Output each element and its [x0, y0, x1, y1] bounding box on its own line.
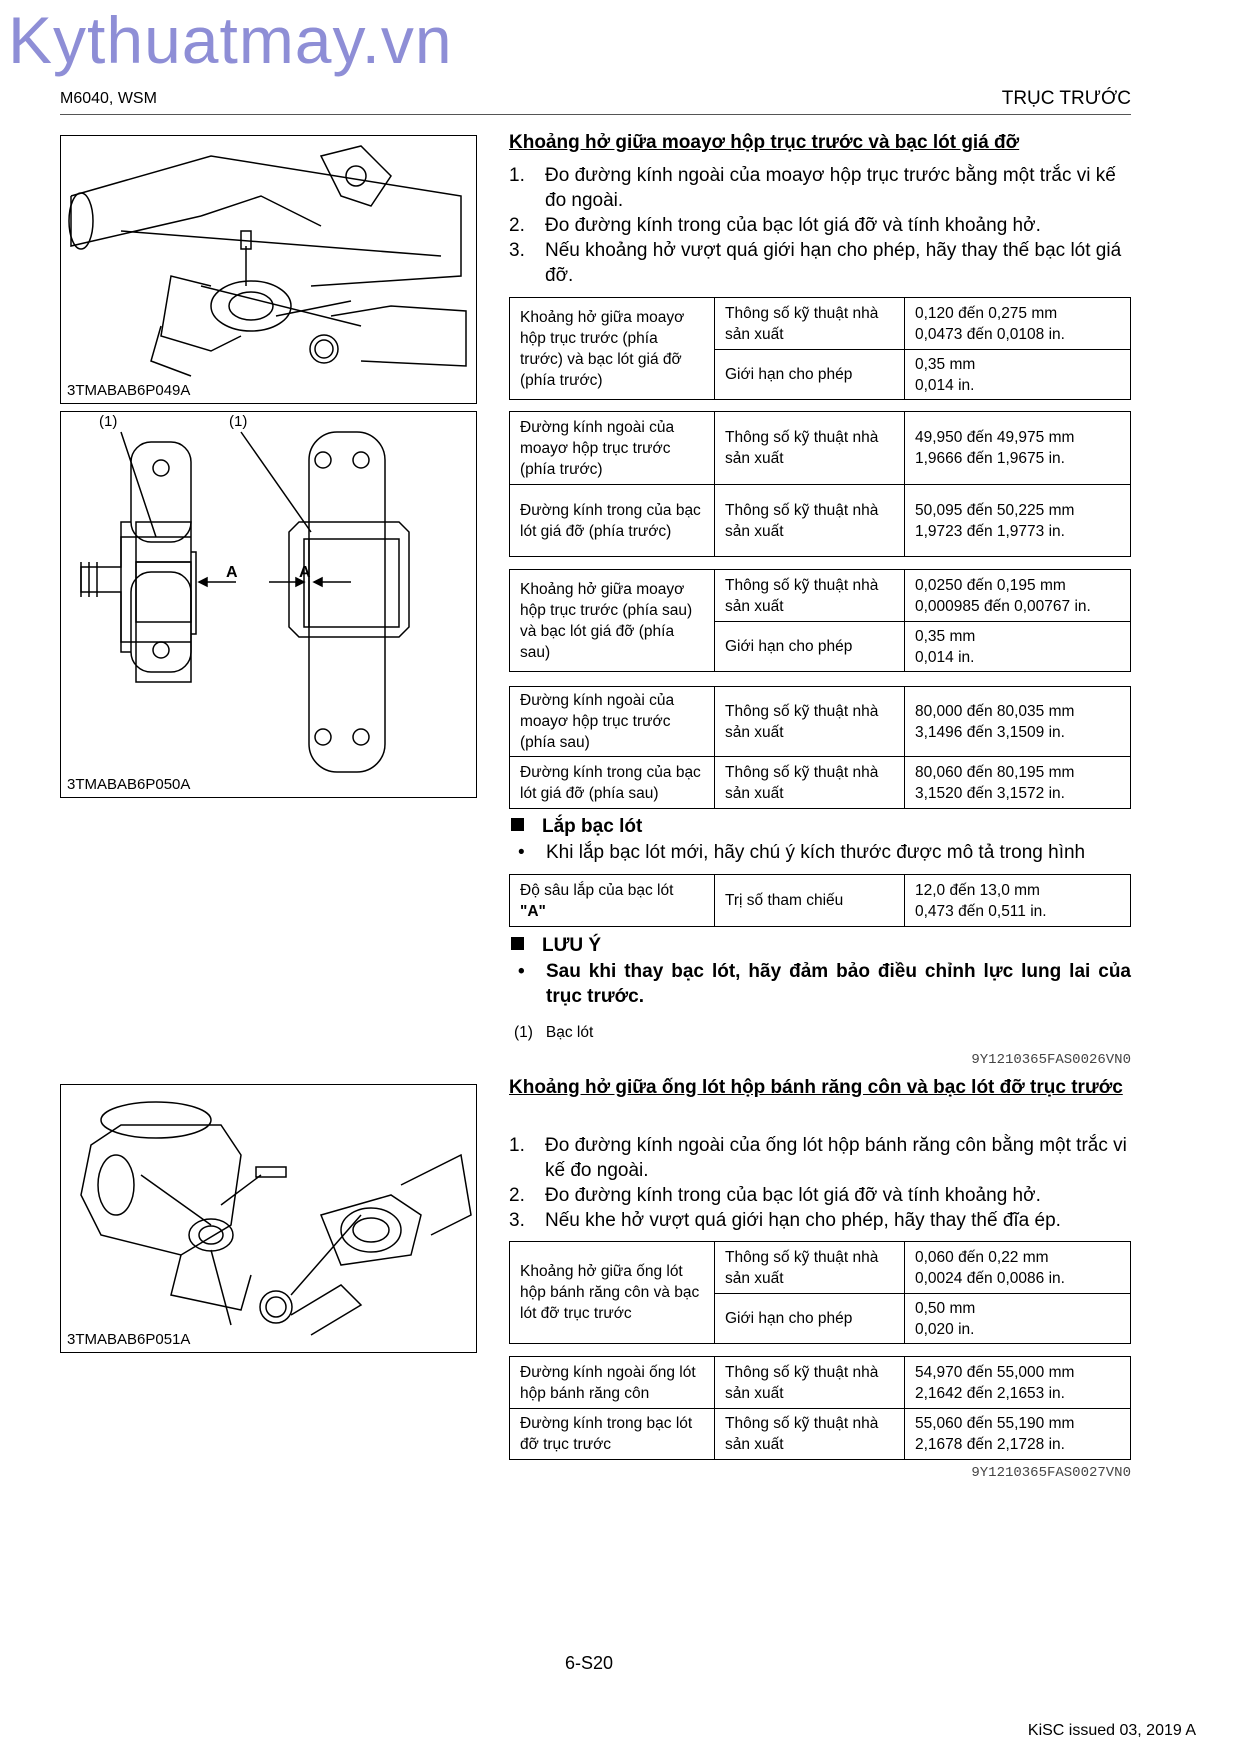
install-bushing-heading: Lắp bạc lót [511, 816, 642, 838]
bullet-dot-icon: • [518, 842, 525, 863]
square-bullet-icon [511, 937, 524, 950]
reference-code-1: 9Y1210365FAS0026VN0 [971, 1052, 1131, 1068]
spec-label: Thông số kỹ thuật nhà sản xuất [715, 757, 905, 809]
figure-bushing-diagram [60, 411, 477, 798]
bullet-dot-icon: • [518, 961, 525, 982]
note-heading: LƯU Ý [511, 935, 601, 957]
spec-label: Thông số kỹ thuật nhà sản xuất [715, 687, 905, 757]
header-model: M6040, WSM [60, 90, 157, 107]
spec-value: 0,35 mm 0,014 in. [905, 350, 1131, 400]
step-item: 3. Nếu khoảng hở vượt quá giới hạn cho phép, hãy thay thế bạc lót giá đỡ. [509, 240, 1122, 286]
step-item: 3. Nếu khe hở vượt quá giới hạn cho phép, hãy thay thế đĩa ép. [509, 1210, 1061, 1231]
dimension-a-left: A [226, 564, 238, 581]
figure-label: 3TMABAB6P050A [67, 776, 191, 793]
step-item: 2. Đo đường kính trong của bạc lót giá đỡ và tính khoảng hở. [509, 1185, 1041, 1206]
bushing-cross-section-illustration [61, 412, 476, 797]
square-bullet-icon [511, 818, 524, 831]
figure-axle-measurement [60, 135, 477, 404]
spec-item: Khoảng hở giữa moayơ hộp trục trước (phía trước) và bạc lót giá đỡ (phía trước) [510, 298, 715, 400]
bevel-gear-case-illustration [61, 1085, 476, 1352]
figure-label: 3TMABAB6P051A [67, 1331, 191, 1348]
spec-label: Thông số kỹ thuật nhà sản xuất [715, 1242, 905, 1294]
spec-label: Thông số kỹ thuật nhà sản xuất [715, 1357, 905, 1409]
spec-label: Giới hạn cho phép [715, 1294, 905, 1344]
header-chapter: TRỤC TRƯỚC [1001, 88, 1131, 109]
spec-value: 55,060 đến 55,190 mm 2,1678 đến 2,1728 in. [905, 1409, 1131, 1460]
spec-value: 80,000 đến 80,035 mm 3,1496 đến 3,1509 in. [905, 687, 1131, 757]
header-rule [60, 114, 1131, 115]
spec-value: 0,35 mm 0,014 in. [905, 622, 1131, 672]
spec-item: Đường kính trong của bạc lót giá đỡ (phía trước) [510, 485, 715, 557]
spec-item: Đường kính ngoài của moayơ hộp trục trước (phía trước) [510, 412, 715, 485]
spec-label: Giới hạn cho phép [715, 350, 905, 400]
spec-value: 12,0 đến 13,0 mm 0,473 đến 0,511 in. [905, 875, 1131, 927]
spec-label: Thông số kỹ thuật nhà sản xuất [715, 412, 905, 485]
section-1-steps [509, 163, 1131, 288]
callout-1-right: (1) [229, 413, 248, 430]
legend: (1) Bạc lót [514, 1024, 594, 1041]
page-number: 6-S20 [565, 1653, 614, 1673]
reference-code-2: 9Y1210365FAS0027VN0 [971, 1465, 1131, 1481]
figure-bevel-gear-measurement [60, 1084, 477, 1353]
spec-table-bevel-clearance [509, 1241, 1131, 1344]
spec-item: Khoảng hở giữa moayơ hộp trục trước (phía sau) và bạc lót giá đỡ (phía sau) [510, 570, 715, 672]
spec-value: 80,060 đến 80,195 mm 3,1520 đến 3,1572 in. [905, 757, 1131, 809]
spec-item: Đường kính trong của bạc lót giá đỡ (phía sau) [510, 757, 715, 809]
step-item: 1. Đo đường kính ngoài của ống lót hộp bánh răng côn bằng một trắc vi kế đo ngoài. [509, 1135, 1127, 1181]
spec-label: Giới hạn cho phép [715, 622, 905, 672]
spec-value: 0,0250 đến 0,195 mm 0,000985 đến 0,00767 in. [905, 570, 1131, 622]
spec-value: 49,950 đến 49,975 mm 1,9666 đến 1,9675 in. [905, 412, 1131, 485]
spec-value: 54,970 đến 55,000 mm 2,1642 đến 2,1653 in. [905, 1357, 1131, 1409]
note-bullet: • Sau khi thay bạc lót, hãy đảm bảo điều chỉnh lực lung lai của trục trước. [518, 961, 1131, 1007]
watermark-logo: Kythuatmay.vn [8, 3, 453, 77]
spec-table-rear-diameters [509, 686, 1131, 809]
spec-table-rear-clearance [509, 569, 1131, 672]
spec-table-bevel-diameters [509, 1356, 1131, 1460]
spec-label: Thông số kỹ thuật nhà sản xuất [715, 485, 905, 557]
spec-value: 0,060 đến 0,22 mm 0,0024 đến 0,0086 in. [905, 1242, 1131, 1294]
dimension-a-right: A [299, 564, 311, 581]
spec-item: Độ sâu lắp của bạc lót "A" [510, 875, 715, 927]
spec-item: Đường kính ngoài của moayơ hộp trục trước (phía sau) [510, 687, 715, 757]
spec-table-front-diameters [509, 411, 1131, 557]
spec-item: Đường kính ngoài ống lót hộp bánh răng côn [510, 1357, 715, 1409]
spec-value: 50,095 đến 50,225 mm 1,9723 đến 1,9773 in. [905, 485, 1131, 557]
spec-table-install-depth [509, 874, 1131, 927]
spec-value: 0,50 mm 0,020 in. [905, 1294, 1131, 1344]
section-2-steps [509, 1133, 1131, 1233]
spec-table-front-clearance [509, 297, 1131, 400]
issue-note: KiSC issued 03, 2019 A [1027, 1722, 1196, 1739]
figure-label: 3TMABAB6P049A [67, 382, 191, 399]
section-1-title: Khoảng hở giữa moayơ hộp trục trước và bạc lót giá đỡ [509, 132, 1020, 153]
step-item: 1. Đo đường kính ngoài của moayơ hộp trục trước bằng một trắc vi kế đo ngoài. [509, 165, 1116, 211]
axle-dial-gauge-illustration [61, 136, 476, 403]
spec-label: Trị số tham chiếu [715, 875, 905, 927]
callout-1-left: (1) [99, 413, 118, 430]
spec-value: 0,120 đến 0,275 mm 0,0473 đến 0,0108 in. [905, 298, 1131, 350]
install-bushing-bullet: • Khi lắp bạc lót mới, hãy chú ý kích thước được mô tả trong hình [518, 842, 1086, 863]
spec-item: Đường kính trong bạc lót đỡ trục trước [510, 1409, 715, 1460]
spec-label: Thông số kỹ thuật nhà sản xuất [715, 570, 905, 622]
spec-label: Thông số kỹ thuật nhà sản xuất [715, 298, 905, 350]
section-2-title: Khoảng hở giữa ống lót hộp bánh răng côn và bạc lót đỡ trục trước [509, 1077, 1123, 1098]
step-item: 2. Đo đường kính trong của bạc lót giá đỡ và tính khoảng hở. [509, 215, 1041, 236]
spec-item: Khoảng hở giữa ống lót hộp bánh răng côn và bạc lót đỡ trục trước [510, 1242, 715, 1344]
spec-label: Thông số kỹ thuật nhà sản xuất [715, 1409, 905, 1460]
